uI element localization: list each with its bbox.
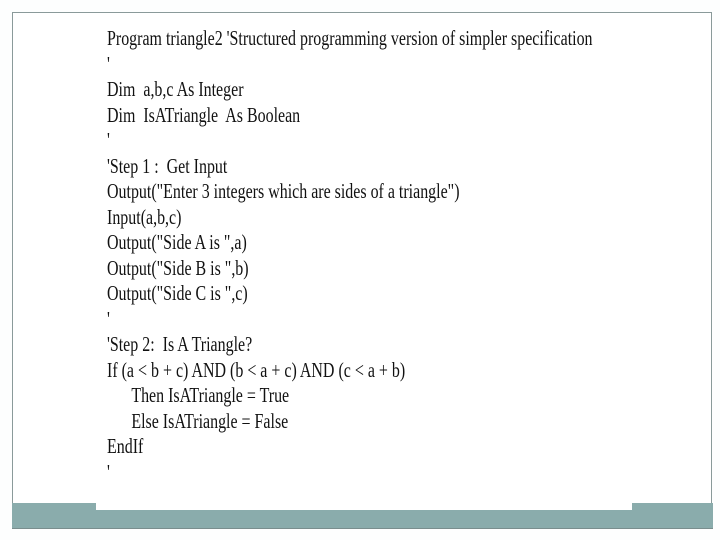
- code-line: ': [107, 459, 110, 484]
- code-line: EndIf: [107, 434, 144, 458]
- code-line: Program triangle2 'Structured programming version of simpler specification: [107, 26, 593, 50]
- code-line: 'Step 1 : Get Input: [107, 153, 228, 178]
- code-line: Output("Side C is ",c): [107, 281, 248, 305]
- code-line: Then IsATriangle = True: [131, 383, 290, 407]
- code-line: Output("Enter 3 integers which are sides of a triangle"): [107, 179, 460, 203]
- code-line: ': [107, 128, 110, 152]
- code-line: Dim IsATriangle As Boolean: [107, 102, 301, 127]
- code-line: Output("Side A is ",a): [107, 230, 247, 254]
- code-listing: [107, 26, 720, 485]
- code-line: 'Step 2: Is A Triangle?: [107, 332, 253, 356]
- code-line: If (a < b + c) AND (b < a + c) AND (c < a + b): [107, 357, 406, 382]
- code-line: ': [107, 306, 110, 331]
- code-line: Dim a,b,c As Integer: [107, 77, 244, 101]
- code-line: Input(a,b,c): [107, 204, 182, 229]
- code-line: Else IsATriangle = False: [131, 408, 289, 433]
- code-line: Output("Side B is ",b): [107, 255, 249, 280]
- code-line: ': [107, 51, 110, 76]
